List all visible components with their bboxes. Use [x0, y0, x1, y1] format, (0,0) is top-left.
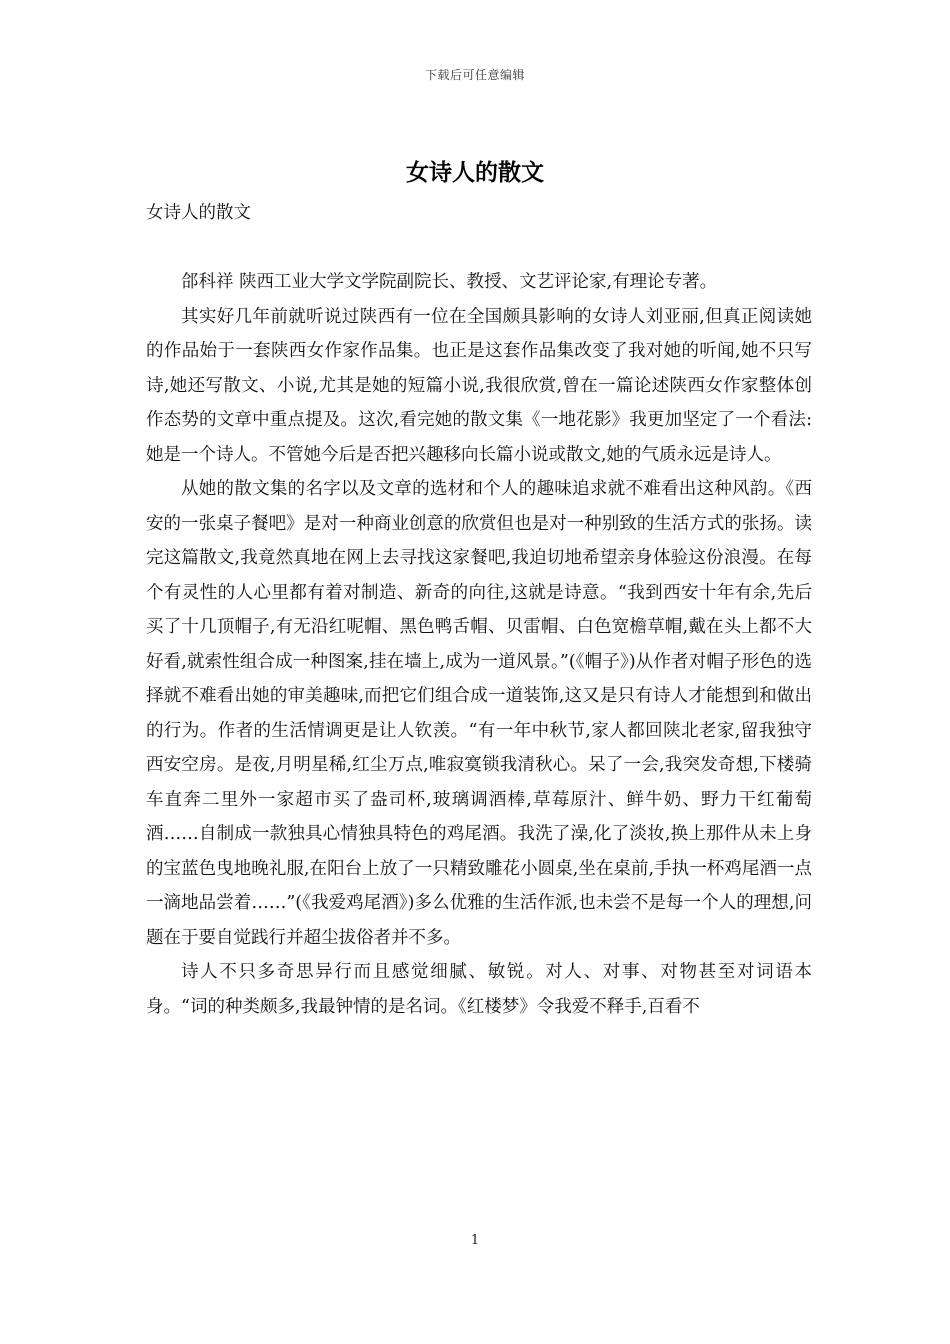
author-intro-paragraph: 郃科祥 陕西工业大学文学院副院长、教授、文艺评论家,有理论专著。	[181, 272, 718, 292]
body-paragraph: 诗人不只多奇思异行而且感觉细腻、敏锐。对人、对事、对物甚至对词语本身。“词的种类颇多,我最钟情的是名词。《红楼梦》令我爱不释手,百看不	[146, 962, 812, 1017]
body-paragraph: 从她的散文集的名字以及文章的选材和个人的趣味追求就不难看出这种风韵。《西安的一张桌子餐吧》是对一种商业创意的欣赏但也是对一种别致的生活方式的张扬。读完这篇散文,我竟然真地在网上去寻找这家餐吧,我迫切地希望亲身体验这份浪漫。在每个有灵性的人心里都有着对制造、新奇的向往,这就是诗意。“我到西安十年有余,先后买了十几顶帽子,有无沿红呢帽、黑色鸭舌帽、贝雷帽、白色宽檐草帽,戴在头上都不大好看,就索性组合成一种图案,挂在墙上,成为一道风景。”(《帽子》)从作者对帽子形色的选择就不难看出她的审美趣味,而把它们组合成一道装饰,这又是只有诗人才能想到和做出的行为。作者的生活情调更是让人钦羡。“有一年中秋节,家人都回陕北老家,留我独守西安空房。是夜,月明星稀,红尘万点,唯寂寞锁我清秋心。呆了一会,我突发奇想,下楼骑车直奔二里外一家超市买了盎司杯,玻璃调酒棒,草莓原汁、鲜牛奶、野力干红葡萄酒……自制成一款独具心情独具特色的鸡尾酒。我洗了澡,化了淡妆,换上那件从未上身的宝蓝色曳地晚礼服,在阳台上放了一只精致雕花小圆桌,坐在桌前,手执一杯鸡尾酒一点一滴地品尝着……”(《我爱鸡尾酒》)多么优雅的生活作派,也未尝不是每一个人的理想,问题在于要自觉践行并超尘拔俗者并不多。	[146, 479, 812, 948]
document-subtitle: 女诗人的散文	[146, 203, 251, 223]
page-header: 下载后可任意编辑	[424, 68, 525, 82]
document-title: 女诗人的散文	[406, 159, 544, 186]
body-paragraph: 其实好几年前就听说过陕西有一位在全国颇具影响的女诗人刘亚丽,但真正阅读她的作品始于一套陕西女作家作品集。也正是这套作品集改变了我对她的听闻,她不只写诗,她还写散文、小说,尤其是她的短篇小说,我很欣赏,曾在一篇论述陕西女作家整体创作态势的文章中重点提及。这次,看完她的散文集《一地花影》我更加坚定了一个看法:她是一个诗人。不管她今后是否把兴趣移向长篇小说或散文,她的气质永远是诗人。	[146, 306, 812, 465]
page-number: 1	[470, 1233, 480, 1248]
document-body	[146, 196, 812, 1024]
